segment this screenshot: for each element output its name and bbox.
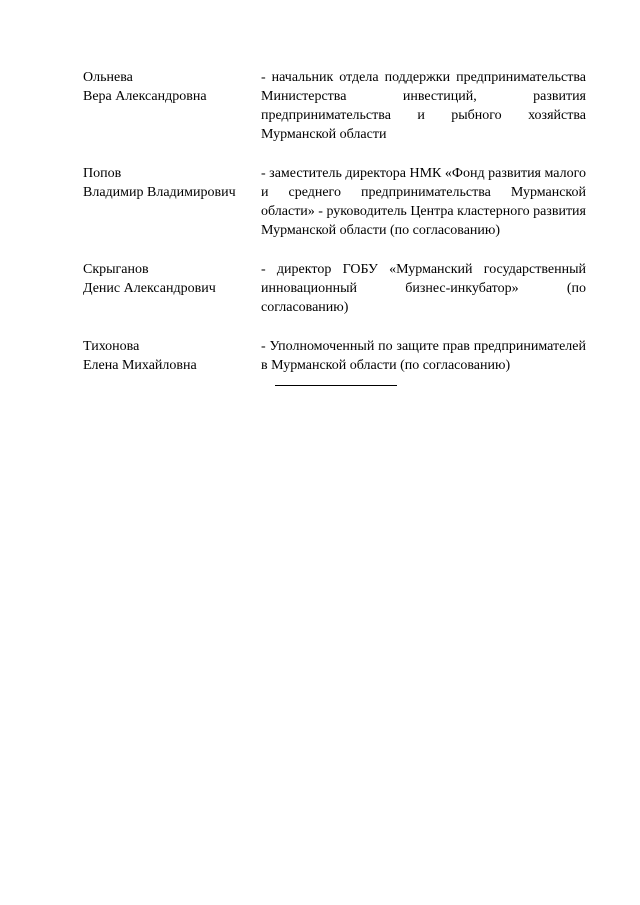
member-name <box>83 260 261 298</box>
closing-divider <box>275 385 397 386</box>
member-given-names: Елена Михайловна <box>83 358 197 373</box>
member-surname: Тихонова <box>83 339 140 354</box>
member-entry <box>83 337 587 375</box>
member-position: - начальник отдела поддержки предпринимательства Министерства инвестиций, развития предпринимательства и рыбного хозяйства Мурманской области <box>261 70 586 142</box>
member-entry <box>83 68 587 144</box>
member-entry <box>83 164 587 240</box>
member-name <box>83 337 261 375</box>
member-surname: Скрыганов <box>83 262 149 277</box>
member-position: - заместитель директора НМК «Фонд развития малого и среднего предпринимательства Мурманской области» - руководитель Центра кластерного развития Мурманской области (по согласованию) <box>261 166 586 238</box>
member-surname: Попов <box>83 166 122 181</box>
member-entry <box>83 260 587 317</box>
member-given-names: Денис Александрович <box>83 281 216 296</box>
member-position: - Уполномоченный по защите прав предпринимателей в Мурманской области (по согласованию) <box>261 339 586 373</box>
member-list <box>83 68 587 395</box>
member-name <box>83 68 261 106</box>
member-position: - директор ГОБУ «Мурманский государственный инновационный бизнес-инкубатор» (по согласованию) <box>261 262 586 315</box>
member-name <box>83 164 261 202</box>
member-given-names: Владимир Владимирович <box>83 185 236 200</box>
member-surname: Ольнева <box>83 70 133 85</box>
member-given-names: Вера Александровна <box>83 89 207 104</box>
